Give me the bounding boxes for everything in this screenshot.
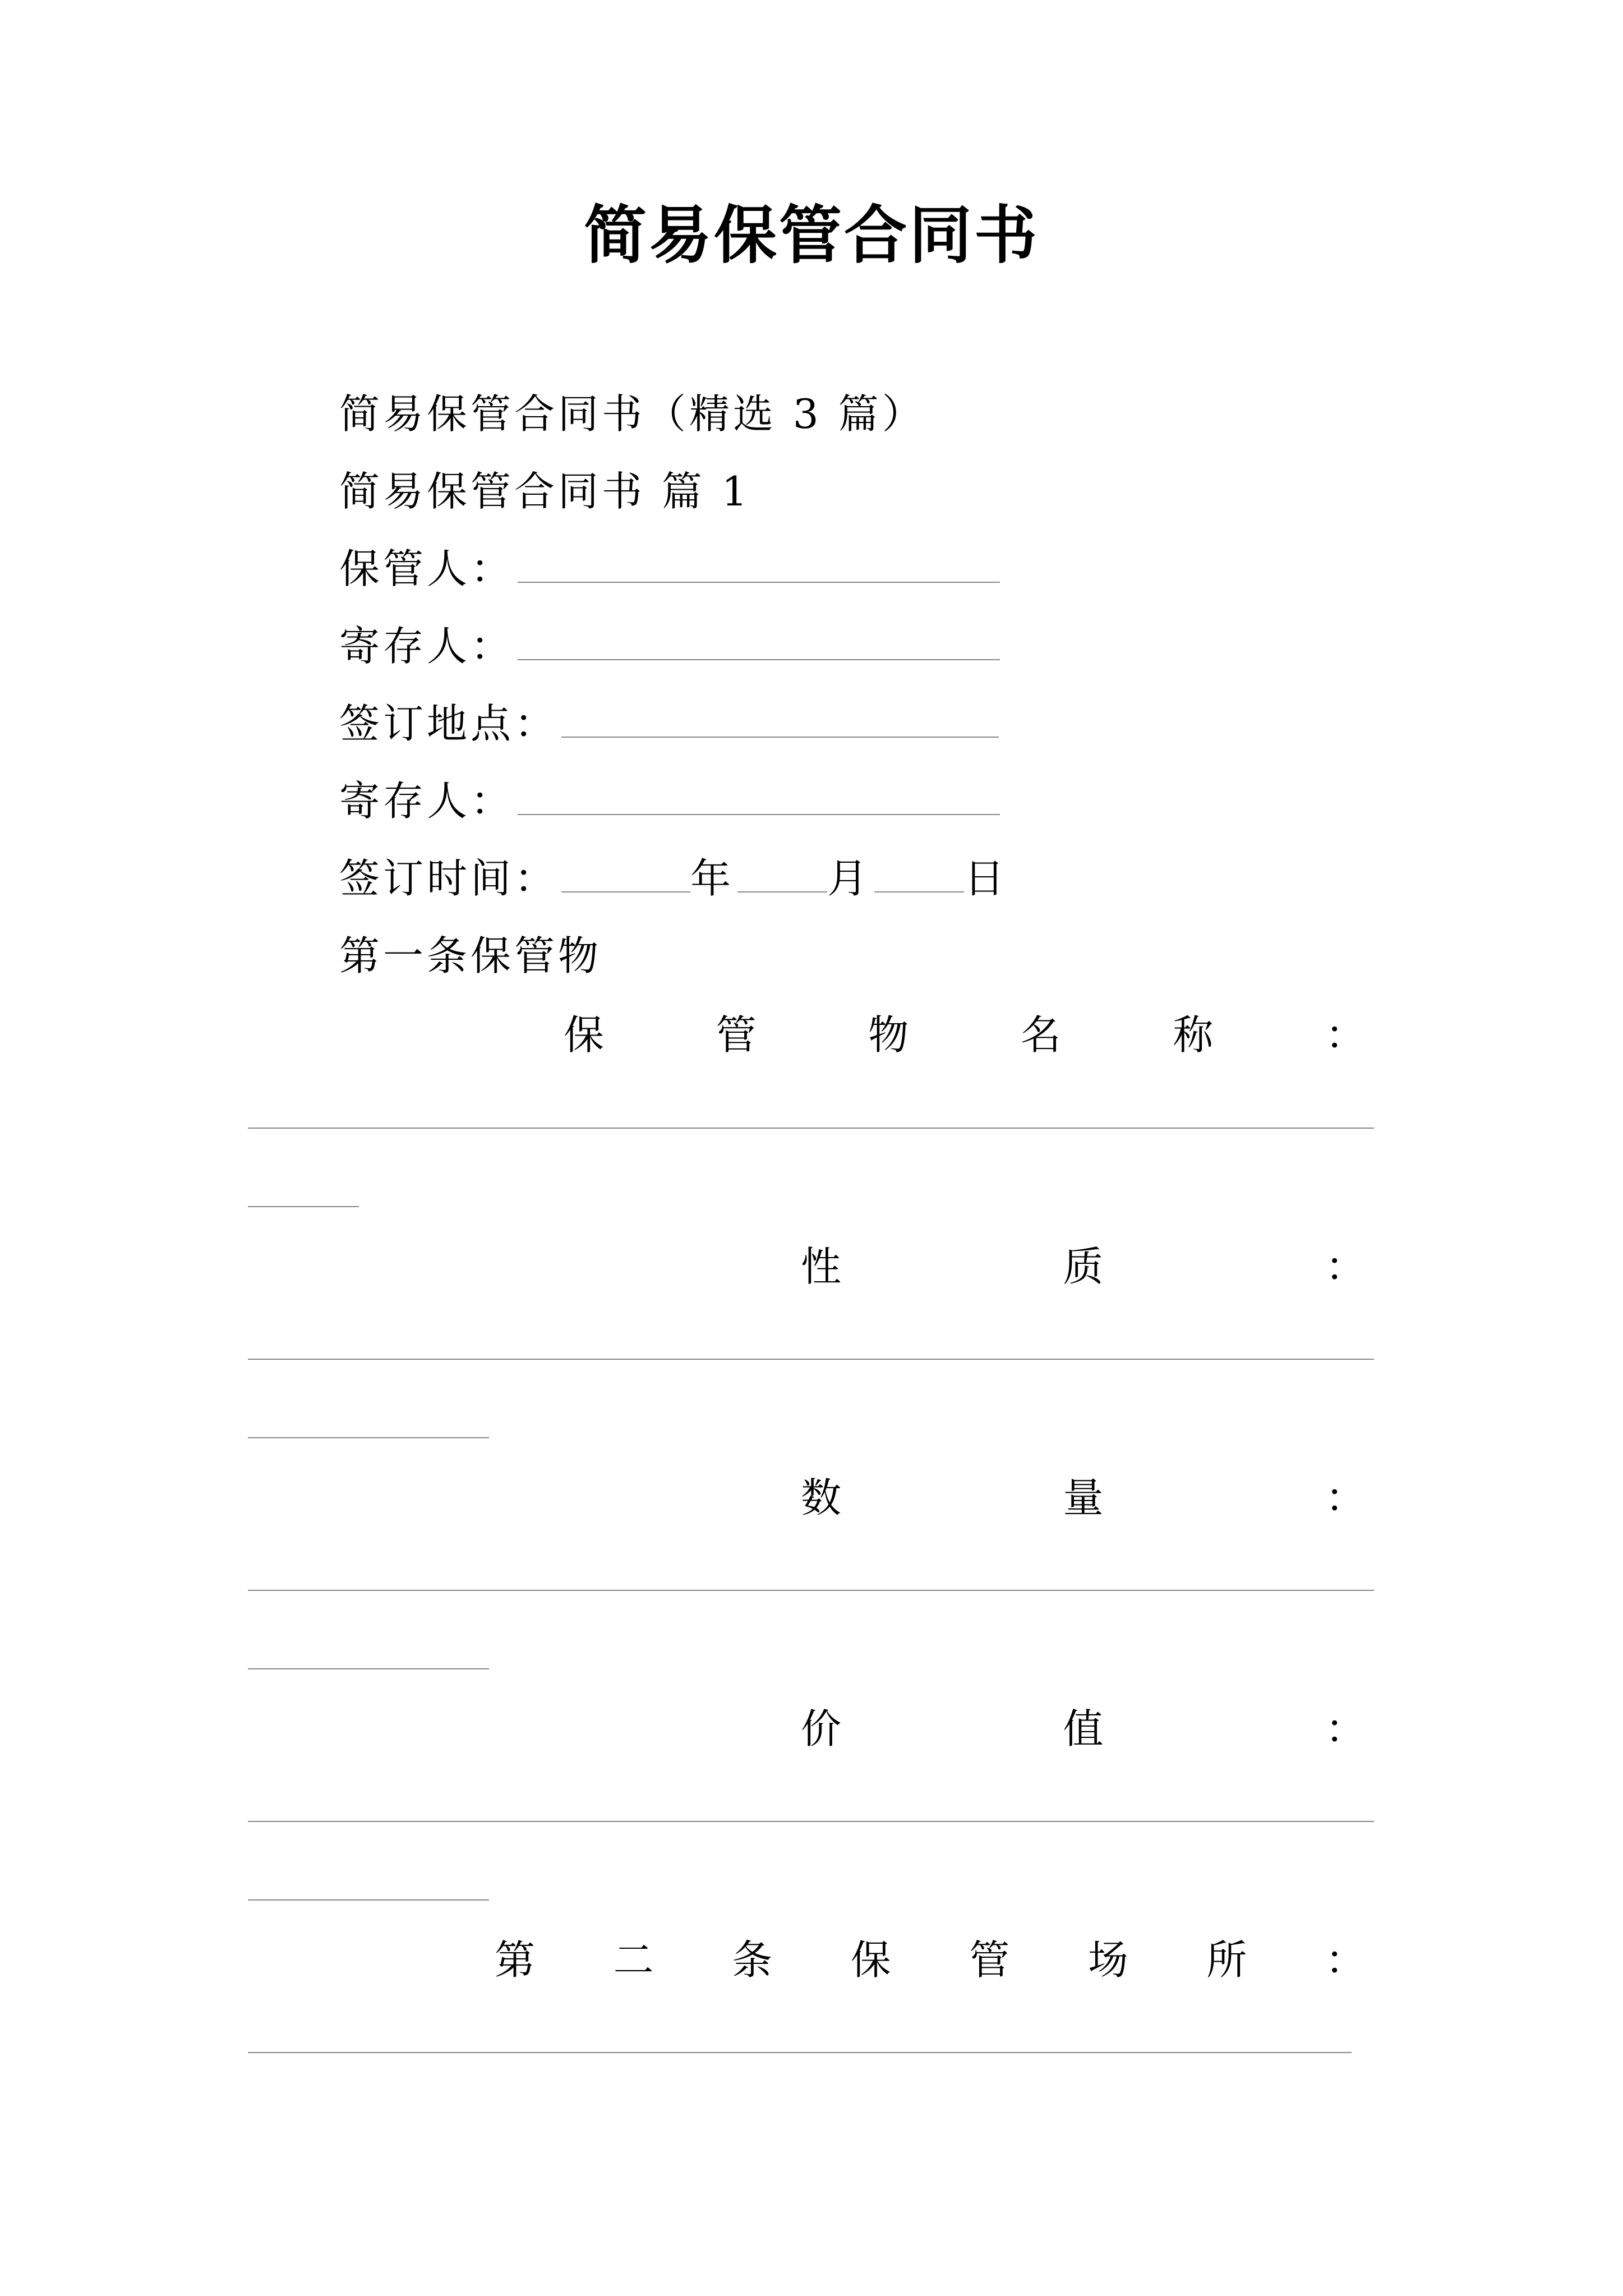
day-label: 日 <box>964 855 1008 902</box>
year-label: 年 <box>690 855 735 902</box>
depositor-blank[interactable] <box>518 625 1000 660</box>
quantity-blank-line-1[interactable] <box>248 1590 1374 1591</box>
value-label <box>801 1702 1366 1756</box>
item-name-label <box>564 1008 1366 1062</box>
month-label: 月 <box>827 855 872 902</box>
item-name-blank-line-2[interactable] <box>248 1206 359 1207</box>
quantity-blank-line-2[interactable] <box>248 1668 489 1669</box>
month-blank[interactable] <box>737 858 827 892</box>
nature-label <box>801 1240 1366 1294</box>
nature-char: ： <box>1325 1243 1366 1290</box>
item-name-char: 称 <box>1173 1011 1214 1059</box>
article2-heading <box>495 1933 1366 1987</box>
depositor2-field <box>339 774 1000 828</box>
item-name-char: 保 <box>564 1011 605 1059</box>
subtitle: 简易保管合同书（精选 3 篇） <box>339 390 926 438</box>
article1-heading: 第一条保管物 <box>339 932 602 979</box>
article2-char: 管 <box>969 1936 1010 1984</box>
item-name-char: 管 <box>716 1011 757 1059</box>
custodian-field <box>339 542 1000 596</box>
article2-char: 场 <box>1087 1936 1128 1984</box>
time-label: 签订时间： <box>339 855 559 902</box>
time-field <box>339 852 1008 905</box>
item-name-char: 名 <box>1020 1011 1061 1059</box>
value-char: 值 <box>1063 1705 1104 1752</box>
place-field <box>339 697 999 751</box>
article2-char: 条 <box>732 1936 773 1984</box>
quantity-char: 量 <box>1063 1474 1104 1521</box>
article2-char: 所 <box>1206 1936 1247 1984</box>
item-name-blank-line-1[interactable] <box>248 1128 1374 1129</box>
place-of-custody-blank-line[interactable] <box>248 2052 1352 2053</box>
article2-char: 第 <box>495 1936 536 1984</box>
nature-char: 质 <box>1063 1243 1104 1290</box>
quantity-label <box>801 1471 1366 1525</box>
nature-blank-line-1[interactable] <box>248 1359 1374 1360</box>
value-blank-line-1[interactable] <box>248 1821 1374 1822</box>
year-blank[interactable] <box>561 858 690 892</box>
article2-char: ： <box>1325 1936 1366 1984</box>
value-char: ： <box>1325 1705 1366 1752</box>
custodian-label: 保管人： <box>339 545 515 592</box>
part-heading: 简易保管合同书 篇 1 <box>339 468 751 515</box>
document-title: 简易保管合同书 <box>584 199 1039 272</box>
nature-blank-line-2[interactable] <box>248 1437 489 1438</box>
depositor-label: 寄存人： <box>339 623 515 670</box>
value-char: 价 <box>801 1705 842 1752</box>
place-label: 签订地点： <box>339 700 559 747</box>
nature-char: 性 <box>801 1243 842 1290</box>
depositor2-blank[interactable] <box>518 780 1000 815</box>
quantity-char: ： <box>1325 1474 1366 1521</box>
quantity-char: 数 <box>801 1474 842 1521</box>
value-blank-line-2[interactable] <box>248 1899 489 1901</box>
depositor-field <box>339 619 1000 673</box>
item-name-char: ： <box>1325 1011 1366 1059</box>
article2-char: 保 <box>850 1936 891 1984</box>
place-blank[interactable] <box>561 703 999 738</box>
depositor2-label: 寄存人： <box>339 777 515 825</box>
item-name-char: 物 <box>868 1011 909 1059</box>
article2-char: 二 <box>613 1936 654 1984</box>
day-blank[interactable] <box>874 858 964 892</box>
custodian-blank[interactable] <box>518 548 1000 583</box>
